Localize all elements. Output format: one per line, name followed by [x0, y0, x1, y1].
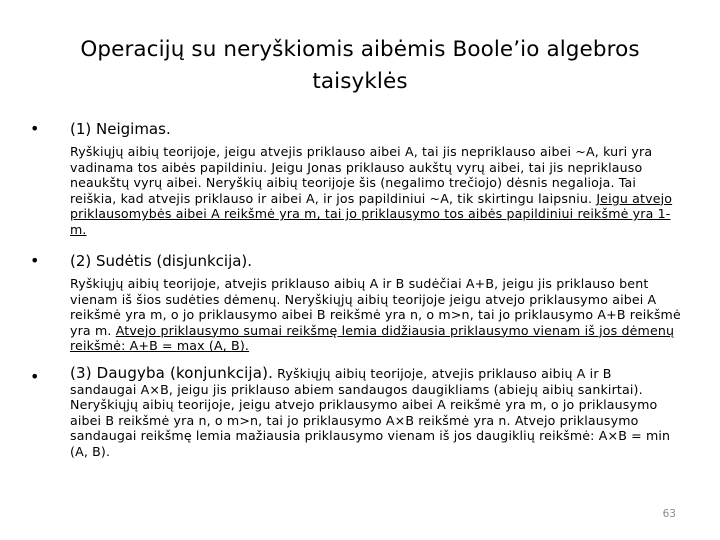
bullet-heading: (3) Daugyba (konjunkcija).: [70, 364, 273, 382]
conjunction-paragraph: [70, 366, 682, 460]
conjunction-rule: Atvejo priklausymo sandaugai reikšmę lemia mažiausia priklausymo vienam iš jos daugiklių reikšmė: A×B = min (A, B).: [70, 412, 671, 459]
bullet-marker: •: [30, 251, 40, 270]
bullet-marker: •: [30, 367, 40, 386]
negation-text: Ryškiųjų aibių teorijoje, jeigu atvejis priklauso aibei A, tai jis nepriklauso aibei ~A, kuri yra vadinama tos aibės papildiniu. Jeigu Jonas priklauso aukštų vyrų aibei, tai jis nepriklauso neaukštų vyrų aibei. Neryškių aibių teorijoje šis (negalimo trečiojo) dėsnis negalioja. Tai reiškia, kad atvejis priklauso ir aibei A, ir jos papildiniui ~A, tik skirtingu laipsniu.: [70, 144, 653, 206]
bullet-heading: (1) Neigimas.: [70, 120, 171, 138]
bullet-heading: (2) Sudėtis (disjunkcija).: [70, 252, 253, 270]
disjunction-text: Ryškiųjų aibių teorijoje, atvejis priklauso aibių A ir B sudėčiai A+B, jeigu jis priklauso bent vienam iš šios sudėties dėmenų. Neryškiųjų aibių teorijoje jeigu atvejo priklausymo aibei A reikšmė yra m, o jo priklausymo aibei B reikšmė yra n, o m>n, tai jo priklausymo A+B reikšmė yra m.: [70, 276, 681, 338]
negation-rule: Jeigu atvejo priklausomybės aibei A reikšmė yra m, tai jo priklausymo tos aibės papildiniui reikšmė yra 1-m.: [70, 190, 673, 237]
bullet-marker: •: [30, 119, 40, 138]
title-line-1: Operacijų su neryškiomis aibėmis Boole’io algebros: [80, 37, 640, 62]
title-line-2: taisyklės: [312, 69, 408, 94]
conjunction-text: Ryškiųjų aibių teorijoje, atvejis priklauso aibių A ir B sandaugai A×B, jeigu jis priklauso abiem sandaugos daugikliams (abiejų aibių sankirtai). Neryškiųjų aibių teorijoje, jeigu atvejo priklausymo aibei A reikšmė yra m, o jo priklausymo aibei B reikšmė yra n, o m>n, tai jo priklausymo A×B reikšmė yra n.: [70, 366, 658, 428]
slide-title: [40, 34, 680, 98]
disjunction-paragraph: [70, 276, 682, 354]
negation-paragraph: [70, 144, 682, 238]
page-number: 63: [662, 508, 676, 520]
disjunction-rule: Atvejo priklausymo sumai reikšmę lemia didžiausia priklausymo vienam iš jos dėmenų reikšmė: A+B = max (A, B).: [70, 322, 675, 354]
